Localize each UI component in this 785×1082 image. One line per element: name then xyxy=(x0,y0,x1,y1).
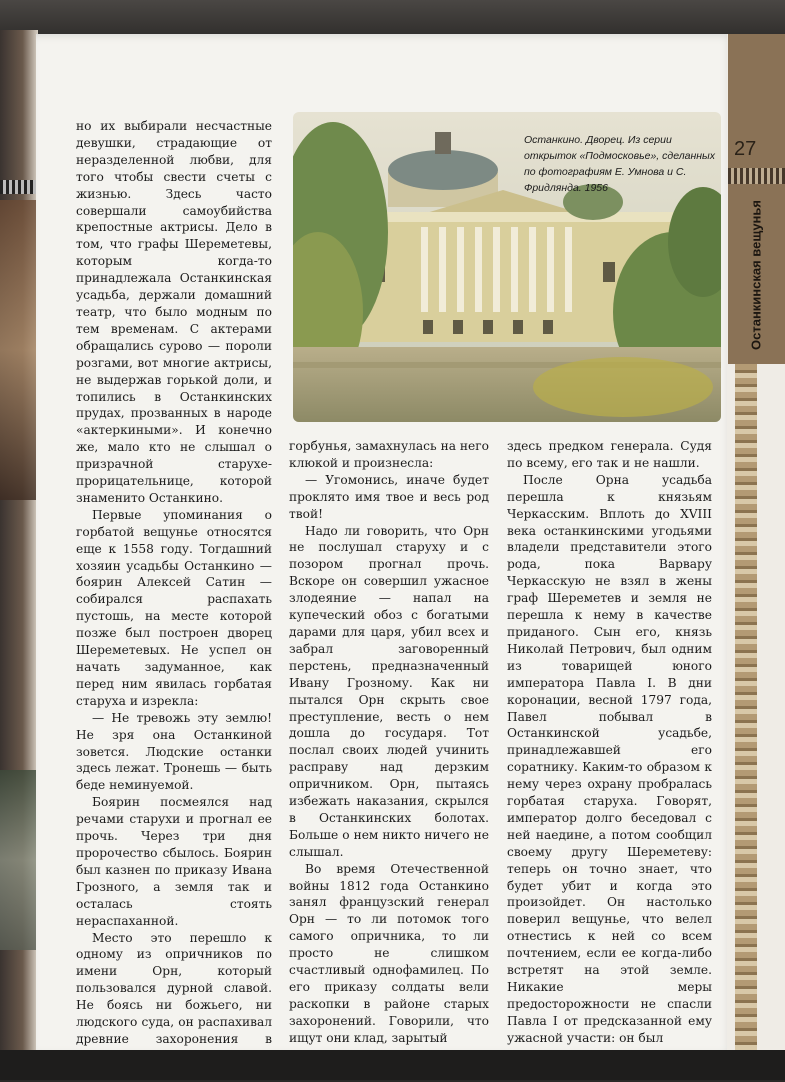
text-column-2 xyxy=(289,438,489,1047)
paragraph: горбунья, замахнулась на него клюкой и произнесла: xyxy=(289,439,489,470)
paragraph: После Орна усадьба перешла к князьям Черкасским. Вплоть до XVIII века останкинскими угодьями владели представители этого рода, пока Варвару Черкасскую не взял в жены граф Шереметев и земля не перешла к нему в качестве приданого. Сын его, князь Николай Петрович, был одним из товарищей юного императора Павла I. В дни коронации, весной 1797 года, Павел побывал в Останкинской усадьбе, принадлежавшей его соратнику. Каким-то образом к нему через охрану пробралась горбатая старуха. Говорят, император долго беседовал с ней наедине, а потом сообщил своему другу Шереметеву: теперь он точно знает, что будет убит и когда это произойдет. Он настолько поверил вещунье, что велел отнестись к ней со всем почтением, если ее когда-либо встретят на этой земле. Никакие меры предосторожности не спасли Павла I от предсказанной ему ужасной участи: он был xyxy=(507,472,712,1045)
paragraph: здесь предком генерала. Судя по всему, его так и не нашли. xyxy=(507,439,712,470)
page-number: 27 xyxy=(734,138,757,160)
paragraph: Боярин посмеялся над речами старухи и прогнал ее прочь. Через три дня пророчество сбылось. Боярин был казнен по приказу Ивана Грозного, а земля так и осталась стоять нераспаханной. xyxy=(76,795,272,928)
paragraph: Место это перешло к одному из опричников по имени Орн, который пользовался дурной славой. Не боясь ни божьего, ни людского суда, он распахивал древние захоронения в xyxy=(76,930,272,1046)
rope-ornament xyxy=(735,364,757,1054)
photo-caption: Останкино. Дворец. Из серии открыток «Подмосковье», сделанных по фотографиям Е. Умнова и С. Фридлянда. 1956 xyxy=(524,134,715,194)
paragraph: Надо ли говорить, что Орн не послушал старуху и с позором прогнал прочь. Вскоре он совершил ужасное злодеяние — напал на купеческий обоз с богатыми дарами для царя, убил всех и забрал заговоренный перстень, предназначенный Ивану Грозному. Как ни пытался Орн скрыть свое преступление, весть о нем дошла до государя. Тот послал своих людей учинить расправу над дерзким опричником. Орн, пытаясь избежать наказания, скрылся в Останкинских болотах. Больше о нем никто ничего не слышал. xyxy=(289,523,489,859)
greek-key-ornament xyxy=(728,168,785,184)
paragraph: — Не тревожь эту землю! Не зря она Останкиной зовется. Людские останки здесь лежат. Тронешь — быть беде неминуемой. xyxy=(76,710,272,793)
scan-background-bottom xyxy=(0,1050,785,1080)
section-title-vertical xyxy=(727,195,785,355)
text-column-1 xyxy=(76,118,272,1082)
paragraph: но их выбирали несчастные девушки, страдающие от неразделенной любви, для того чтобы свести счеты с жизнью. Здесь часто совершали самоубийства крепостные актрисы. Дело в том, что графы Шереметевы, которым когда-то принадлежала Останкинская усадьба, держали домашний театр, что было модным по тем временам. С актерами обращались сурово — пороли розгами, вот многие актрисы, не выдержав горькой доли, и топились в Останкинских прудах, прозванных в народе «актеркиными». И конечно же, мало кто не слышал о призрачной старухе-прорицательнице, которой знаменито Останкино. xyxy=(76,119,272,505)
paragraph: — Угомонись, иначе будет проклято имя твое и весь род твой! xyxy=(289,472,489,521)
paragraph: Первые упоминания о горбатой вещунье относятся еще к 1558 году. Тогдашний хозяин усадьбы Останкино — боярин Алексей Сатин — собирался распахать пустошь, на месте которой позже был построен дворец Шереметевых. Не успел он начать задуманное, как перед ним явилась горбатая старуха и изрекла: xyxy=(76,507,272,708)
previous-page-edge xyxy=(0,30,38,1060)
section-title: Останкинская вещунья xyxy=(748,200,764,350)
text-column-3 xyxy=(507,438,712,1047)
paragraph: Во время Отечественной войны 1812 года Останкино занял французский генерал Орн — то ли потомок того самого опричника, то ли просто не слишком счастливый однофамилец. По его приказу солдаты вели раскопки в районе старых захоронений. Говорили, что ищут они клад, зарытый xyxy=(289,861,489,1045)
